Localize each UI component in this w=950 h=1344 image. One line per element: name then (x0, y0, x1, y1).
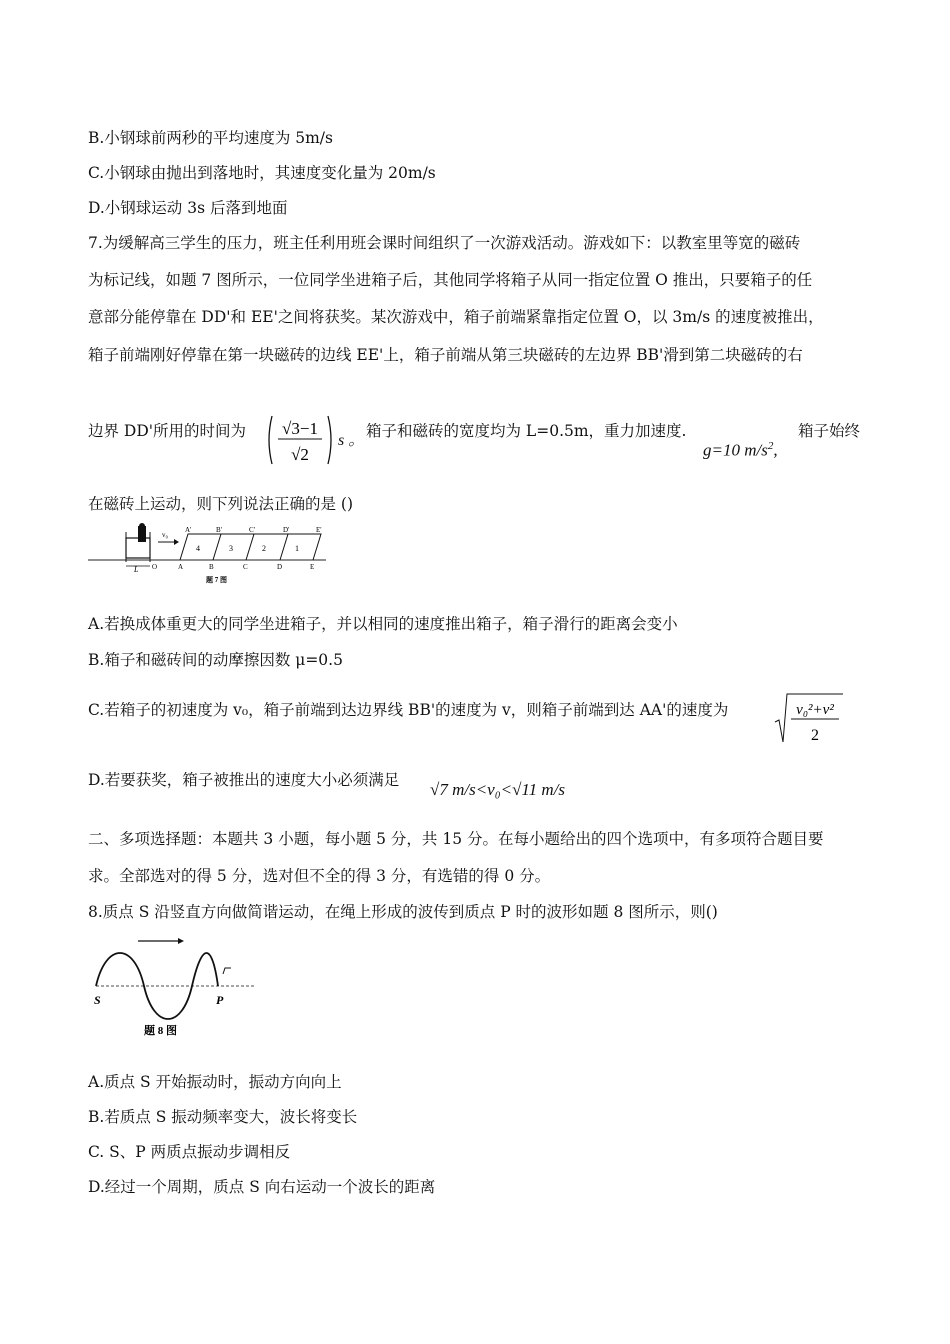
top-label: D' (283, 526, 290, 534)
bottom-label: C (243, 563, 248, 571)
figure-7-caption: 题 7 图 (206, 576, 227, 584)
c7-numerator: v₀²+v² (796, 702, 834, 718)
option-c-q7: C.若箱子的初速度为 v₀，箱子前端到达边界线 BB'的速度为 v，则箱子前端到达 AA'的速度为 (88, 701, 729, 719)
option-d-q8: D.经过一个周期，质点 S 向右运动一个波长的距离 (88, 1178, 436, 1196)
top-label: A' (185, 526, 192, 534)
tile-number: 4 (196, 544, 200, 553)
section-2-heading-2: 求。全部选对的得 5 分，选对但不全的得 3 分，有选错的得 0 分。 (88, 867, 551, 885)
q7-stem-line-6: 在磁砖上运动，则下列说法正确的是 () (88, 495, 354, 513)
option-d-q7: D.若要获奖，箱子被推出的速度大小必须满足 (88, 771, 400, 789)
tile-number: 1 (295, 544, 299, 553)
q7-stem-line-5a: 边界 DD'所用的时间为 (88, 422, 247, 440)
option-a-q7: A.若换成体重更大的同学坐进箱子，并以相同的速度推出箱子，箱子滑行的距离会变小 (88, 615, 678, 633)
top-label: E' (316, 526, 322, 534)
option-b-q6: B.小钢球前两秒的平均速度为 5m/s (88, 129, 333, 147)
figure-8-caption: 题 8 图 (144, 1025, 177, 1037)
q7-stem-line-5b: 箱子和磁砖的宽度均为 L=0.5m，重力加速度. (366, 422, 687, 440)
q7-stem-line-5c: 箱子始终 (798, 422, 861, 440)
tile-number: 2 (262, 544, 266, 553)
time-formula (266, 412, 338, 468)
c7-denominator: 2 (811, 727, 819, 744)
time-denominator: √2 (291, 445, 309, 464)
time-unit: s 。 (338, 432, 365, 449)
option-b-q8: B.若质点 S 振动频率变大，波长将变长 (88, 1108, 358, 1126)
bottom-label: D (277, 563, 283, 571)
q8-stem: 8.质点 S 沿竖直方向做简谐运动，在绳上形成的波传到质点 P 时的波形如题 8 图所示，则() (88, 903, 718, 921)
q7-stem-line-2: 为标记线，如题 7 图所示，一位同学坐进箱子后，其他同学将箱子从同一指定位置 O 推出，只要箱子的任 (88, 271, 813, 289)
time-numerator: √3−1 (282, 419, 318, 438)
option-b-q7: B.箱子和磁砖间的动摩擦因数 μ=0.5 (88, 651, 343, 669)
bottom-label: E (310, 563, 315, 571)
figure-7 (88, 522, 338, 586)
option-a-q8: A.质点 S 开始振动时，振动方向向上 (88, 1073, 342, 1091)
bottom-label: B (209, 563, 214, 571)
top-label: C' (249, 526, 255, 534)
figure-8 (88, 932, 268, 1040)
tile-number: 3 (229, 544, 233, 553)
length-label: L (134, 565, 139, 574)
option-d-q6: D.小钢球运动 3s 后落到地面 (88, 199, 288, 217)
top-label: B' (216, 526, 222, 534)
section-2-heading-1: 二、多项选择题：本题共 3 小题，每小题 5 分，共 15 分。在每小题给出的四个选项中，有多项符合题目要 (88, 830, 824, 848)
q7-stem-line-4: 箱子前端刚好停靠在第一块磁砖的边线 EE'上，箱子前端从第三块磁砖的左边界 BB'滑到第二块磁砖的右 (88, 346, 803, 364)
s-label: S (94, 993, 101, 1007)
c7-formula (773, 692, 845, 748)
bottom-label: O (152, 563, 158, 571)
d7-formula: √7 m/s<v₀<√11 m/s (430, 780, 566, 799)
q7-stem-line-1: 7.为缓解高三学生的压力，班主任利用班会课时间组织了一次游戏活动。游戏如下：以教室里等宽的磁砖 (88, 234, 801, 252)
velocity-label: v₀ (162, 531, 168, 539)
q7-stem-line-3: 意部分能停靠在 DD'和 EE'之间将获奖。某次游戏中，箱子前端紧靠指定位置 O，以 3m/s 的速度被推出， (88, 308, 824, 326)
option-c-q6: C.小钢球由抛出到落地时，其速度变化量为 20m/s (88, 164, 436, 182)
g-formula: g=10 $m/s^2$, (703, 440, 778, 460)
option-c-q8: C. S、P 两质点振动步调相反 (88, 1143, 291, 1161)
bottom-label: A (178, 563, 184, 571)
p-label: P (216, 993, 224, 1007)
